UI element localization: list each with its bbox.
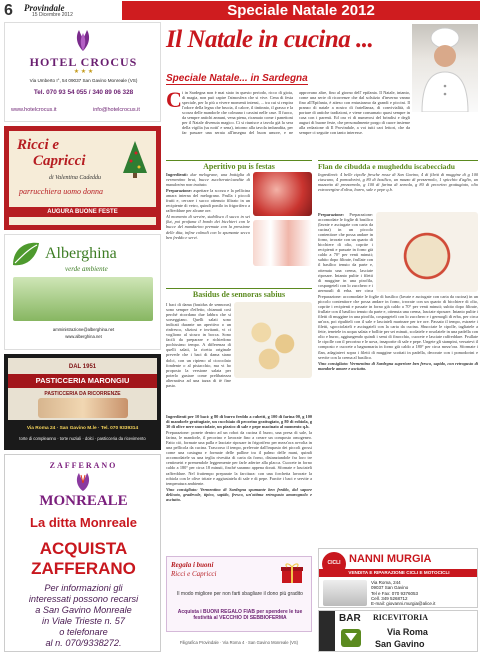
- article-intro: i in Sardegna non è mai stato in questo periodo, ricco di gioia, di magia, non può capire l'atmosfera che si vive. Cena di festa speciale, per lo più a vivere momenti intensi, ... tra cui si respira l'odore della legna che brucia, il calore, il tintinnio, il grasso e la scorza delle mandorle che colmano i cassini nelle case. Il fuoco, da sempre antichi annuni, vena piena, ricamato come i panettoni per il Natale divenuta magico. Ci si riunisce a tavola già la sera della vigilia (su notti' e sena), intorno alla tavola imbandita, per far passare una serata all'insegna del buon umore, e ne approvano altre, fino al giorno dell' epifania. Il Natale, intanto, come una serie di ricorrenze che dal solstizio d'inverno vanno fino all'Epifania, è atteso con entusiasmo da grandi e piccini. Il pranzo di natale a nostro di fratellanza, di convivialità, di portare di antiche tradizioni, e viene consumato quasi sempre in casa con i parenti. Ed ora vi di numerosi del brindisi e degli auguri di buone feste, che personalmente porgo di cuore insieme alla redazione di Il Provindale, a voi tutti cari lettori, che da sempre ci seguite con tanto interesse.: [182, 90, 410, 136]
- alberghina-name: Alberghina: [45, 245, 117, 262]
- aperitivo-ingredienti: due melograne, una bottiglia di vermentino brut, bucce zuccherate/candite di mandarino non trattato.: [166, 172, 250, 188]
- alberghina-web[interactable]: www.alberghina.net: [65, 334, 102, 339]
- christmas-tree-icon: [121, 139, 149, 179]
- flan-body-continued: [318, 294, 478, 542]
- marongiu-name: PASTICCERIA MARONGIU: [35, 376, 130, 385]
- monreale-top: ZAFFERANO: [49, 461, 118, 470]
- section-title-bar: [122, 1, 480, 20]
- flan-ingredienti: Ingredienti: 4 belle cipolle fresche rosse di San Gavino, 4 di filetti di muggine di g 100 ciascuno, 4 pomodorini, g 80 di basilico, un mazzo di prezzemolo, 1 spicchio d'aglio, un mazzetto di prezzemolo, g 100 di farina di semola, g 80 di pecorino grattugiato, olio extravergine d'oliva, burro, sale e pepe q.b.: [318, 172, 478, 193]
- crocus-logo-icon: [67, 27, 99, 53]
- chef-figure-icon: [412, 24, 478, 112]
- article-body: [166, 87, 410, 156]
- flan-preparazione-a: Preparazione: Preparazione: accomodate le foglie di basilico (lavate e asciugate con carta da cucina) in un piccolo contenitore che possa andare in forno, irrorate con un quarto di bicchiere di olio, coprite i recipienti e passate in forno già caldo a 70° per venti minuti; subito dopo filtrate, frullate con il basilico tenuto da parte e, ottenuta una crema, lasciate riposare. Intanto pulite i filetti di muggine in una pirofila, cospargeteli con lo zucchero e i germogli di erba, per circa: [318, 212, 373, 292]
- saffron-flower-icon: [69, 471, 97, 493]
- monreale-info-line: o telefonare: [59, 627, 108, 637]
- bar-address-1: Via Roma: [387, 627, 428, 637]
- chef-photo: [412, 24, 478, 112]
- marongiu-tag: PASTICCERIA DA RICORRENZE: [44, 391, 121, 397]
- drop-cap: C: [166, 87, 182, 112]
- page-number: 6: [4, 2, 13, 19]
- bar-emblem-icon: [339, 627, 363, 649]
- monreale-firm: La ditta Monreale: [30, 515, 137, 530]
- hotel-phone: Tel. 070 93 54 055 / 340 89 06 328: [33, 89, 134, 96]
- recipe-basidus-title: Basidus de sennoras sabius: [166, 288, 312, 299]
- ad-ricci-capricci[interactable]: [4, 126, 161, 230]
- nanni-address: Via Roma, 244: [371, 580, 401, 585]
- ad-nanni-murgia[interactable]: [318, 548, 478, 608]
- ricci-inner: [9, 131, 156, 225]
- nanni-name: NANNI MURGIA: [349, 553, 432, 565]
- basidus-photo: [234, 302, 312, 378]
- bar-name: RICEVITORIA: [373, 613, 428, 622]
- monreale-acquista: ACQUISTA: [39, 539, 128, 558]
- hotel-email[interactable]: info@hotelcrocus.it: [93, 107, 140, 113]
- recipe-aperitivo-title: Aperitivo pu is festas: [166, 160, 312, 171]
- ad-alberghina[interactable]: [4, 234, 161, 350]
- marongiu-cakes-image: [38, 398, 128, 418]
- buoni-line1: Regala i buoni: [171, 561, 214, 569]
- monreale-info-line: interessati possono recarsi: [28, 594, 139, 604]
- flan-photo: [376, 212, 478, 292]
- marongiu-address: Via Roma 24 · San Gavino M.le · Tel. 070 9339314: [26, 426, 139, 431]
- article-kicker: Speciale Natale... in Sardegna: [166, 73, 308, 84]
- marongiu-dal: DAL 1951: [68, 364, 97, 370]
- flutes-photo: [253, 220, 312, 266]
- recipe-flan-title: Flan de cibudda e mugheddu iscabecciadu: [318, 160, 478, 171]
- buoni-line4: Acquista i BUONI REGALO FIAB per spendere le tue festività al VECCHIO DI SEBBIOFERMA: [177, 609, 303, 621]
- alberghina-tagline: verde ambiente: [65, 265, 108, 273]
- page-footer: Filigrafica Provindale · Via Roma 4 · San Gavino Monreale (VS): [179, 640, 299, 645]
- article-headline: Il Natale in cucina ...: [166, 26, 374, 53]
- recipe-aperitivo-body: Ingredienti: due melograne, una bottiglia di vermentino brut, bucce zuccherate/candite di mandarino non trattato. Preparazione: aspettare la scorza e la pellicina amara interna del melograno. Frulla i piccoli frutti e, cercare i succo ottenuto filtrato in un recipiente di vetro, quindi ponilo in frigorifero a raffreddare per alcune ore. Al momento di servire, stabilisco il succo in sei flut, poi profuma il bordo dei bicchieri con le bucce del mandarino premute con la pressione delle dita, infine colmali con lo spumante secco ben freddo e servi.: [166, 172, 250, 240]
- bar-word: BAR: [339, 613, 361, 624]
- monreale-info-line: al n. 070/9338272.: [45, 638, 122, 648]
- ads-column: [4, 22, 161, 652]
- nanni-contacts: [371, 580, 475, 606]
- ricci-title-2: Capricci: [33, 153, 86, 169]
- flan-preparazione: Preparazione: accomodate le foglie di basilico (lavate e asciugate con carta da cucina) in un piccolo contenitore che possa andare in forno, irrorate con un quarto di bicchiere di olio, coprite i recipienti e passate in forno già caldo a 70° per venti minuti; subito dopo filtrate, frullate con il basilico tenuto da parte e, ottenuta una crema, lasciate riposare. Intanto pulite i filetti di muggine in una pirofila, cospargeteli con lo zucchero e i germogli di erba, per circa: [318, 212, 373, 292]
- page-header: [0, 0, 482, 22]
- monreale-info-line: Per informazioni gli: [44, 583, 123, 593]
- marongiu-name-bar: [8, 374, 157, 388]
- hotel-website[interactable]: www.hotelcrocus.it: [11, 107, 57, 113]
- flan-preparazione-cont: Preparazione: accomodate le foglie di basilico (lavate e asciugate con carta da cucina) in un piccolo contenitore che possa andare in forno, irrorate con un quarto di bicchiere di olio, coprite i recipienti e passate in forno già caldo a 70° per venti minuti; subito dopo filtrate, frullate con il basilico tenuto da parte e, ottenuta una crema, lasciate riposare. Intanto pulite i filetti di muggine in una pirofila, cospargeteli con lo zucchero e i germogli di erba, per circa un'ora, poi ripuliteli con il sale e lasciateli marinare per tre ore. Passato il tempo, estraete i filetti, sgocciolateli e asciugateli con la carta da cucina. Sbucciate le cipolle, tagliatele a fette, tenetele in acqua salata e bollite per sei minuti, scolatele e rosolatele in una padella con olio e burro, aggiungendo quindi i semi di finocchio, cuocete e lasciate raffreddare. Frullate le cipolle con il pecorino e le uova, insaporite di sale e pepe. Ungete gli stampini, versatevi il composto e cuocete a bagnomaria in forno già caldo a 180° per circa mezz'ora. Sformate i flan, adagiatevi sopra i filetti di muggine scottati in padella, decorate con i pomodorini e servite con la crema al basilico.: [318, 294, 478, 360]
- ricci-owner: di Valentina Cadeddu: [49, 175, 101, 181]
- bar-address-2: San Gavino: [375, 639, 425, 649]
- nanni-cell: Cell. 349 5268712: [371, 595, 408, 601]
- ricci-subtitle: parrucchiera uomo donna: [19, 187, 103, 196]
- alberghina-garden-image: [13, 277, 153, 321]
- hotel-address: Via Umberto I°, 54 09037 San Gavino Monreale (VS): [29, 78, 138, 83]
- ricci-title-1: Ricci e: [17, 137, 60, 153]
- brand-logo: Provindale: [24, 3, 65, 13]
- ricci-wishes: AUGURA BUONE FESTE: [9, 207, 156, 217]
- leaf-logo-icon: [9, 239, 43, 269]
- basidus-consiglio: Vino consigliato: Vermentino di Sardegna spumante ben freddo, dal sapore delicato, gradevole, tipico, sapido, fresco, un'ottima retrogusto amarognolo e asciutto.: [166, 486, 312, 502]
- stars-icon: ★ ★ ★: [73, 69, 94, 75]
- moped-image: [323, 580, 367, 606]
- monreale-info-line: a San Gavino Monreale: [35, 605, 132, 615]
- monreale-zafferano: ZAFFERANO: [31, 559, 136, 578]
- ad-hotel-crocus[interactable]: [4, 22, 161, 122]
- issue-date: 15 Dicembre 2012: [32, 12, 73, 18]
- buoni-line2: Ricci e Capricci: [171, 570, 217, 578]
- basidus-body: [166, 414, 312, 550]
- monreale-brand: MONREALE: [39, 493, 128, 509]
- basidus-ingredienti: Ingredienti per 10 baci: g 80 di burro freddo a cubetti, g 100 di farina 00, g 100 di mandorle grattugiate, un cucchiaio di pecorino grattugiato, g 80 di robiola, g 30 di olive nere snocciolate, un pizzico di sale e pepe macinato al momento q.b.: [166, 414, 312, 430]
- marongiu-banner: [8, 358, 157, 420]
- basidus-preparazione: Preparazione: ponete dentro ad un robot da cucina il burro, una presa di sale, la farina, le mandorle, il pecorino e lavorate fino a creare un composto omogeneo. Fatto ciò, formate una palla e lasciate riposare in frigorifero per mezz'ora avvolta in una pellicola da cucina. Trascorso il tempo, prelevate dall'impasto dei piccoli grossi come una castagna e formate delle palline tra il palmo delle mani, quindi accomodatele su una teglia rivestita di carta da forno, distanziandole fra loro tre centimetri e premendole leggermente per farle aderire alla placca. Cuocete in forno caldo a 180° per circa 18 minuti, finché saranno appena dorati. Sfornate e lasciateli raffreddare. Nel frattempo preparate la farcitura: con una forchetta lavorate la robiola con le olive tritate e aggiustatela di sale e di pepe. Farcite i baci e servite a temperatura ambiente.: [166, 430, 312, 486]
- aperitivo-preparazione: aspettare la scorza e la pellicina amara interna del melograno. Frulla i piccoli frutti e, cercare i succo ottenuto filtrato in un recipiente di vetro, quindi ponilo in frigorifero a raffreddare per alcune ore.: [166, 188, 250, 214]
- nanni-tel: Tel e Fax: 070 9376053: [371, 590, 419, 596]
- buoni-line3: Il modo migliore per non farti sbagliare il dono più gradito: [177, 591, 303, 597]
- section-title: Speciale Natale 2012: [227, 2, 375, 19]
- bar-vertical-band: [319, 611, 335, 651]
- nanni-tagline: VENDITA E RIPARAZIONE CICLI E MOTOCICLI: [348, 570, 450, 575]
- nanni-email[interactable]: E-mail: giovanni.murgia@alice.it: [371, 601, 436, 607]
- monreale-info: [5, 583, 162, 649]
- nanni-tagline-bar: [319, 569, 478, 577]
- gift-icon: [279, 561, 305, 585]
- nanni-cicli: CICLI: [327, 560, 341, 566]
- marongiu-line2: torte di compleanno · torte nuziali · dolci · pasticceria da ricevimento: [19, 436, 146, 441]
- aperitivo-servire: Al momento di servire, stabilisco il succo in sei flut, poi profuma il bordo dei bicchieri con le bucce del mandarino premute con la pressione delle dita, infine colmali con lo spumante secco ben freddo e servi.: [166, 214, 250, 240]
- basidus-intro: I baci di dama (basidus de sennoras) sono sempre d'effetto, chiamati così perché ricordano due labbra che si sorseggiano. Quelli salati sono indicati durante un aperitivo o un rinfresco, sfiziosi e invitanti, vi ci vogliono al sicuro in bocca. Sono facili da preparare e richiedono pochissimo tempo. A differenza di quelli salati, la ricetta originale prevede che i baci di dama siano dolci, con un ripieno al cioccolato fondente o al pistacchio, ma vi ho proposto la versione salata per poterlo gustare come prelibatezza alternativa ad una tazza di tè fine pasto.: [166, 302, 231, 388]
- nanni-city: 09037 San Gavino: [371, 585, 409, 591]
- hotel-name: HOTEL CROCUS: [29, 55, 138, 69]
- aperitivo-photo: [253, 172, 312, 216]
- ad-pasticceria-marongiu[interactable]: [4, 354, 161, 450]
- ad-monreale-zafferano[interactable]: [4, 454, 161, 652]
- ad-bar-ricevitoria[interactable]: [318, 610, 478, 652]
- monreale-info-line: in Viale Trieste n. 57: [42, 616, 125, 626]
- flan-consiglio: Vino consigliato: Vermentino di Sardegna superiore ben fresco, sapido, con retrogusto di mandorle amare e asciutto.: [318, 360, 478, 371]
- ad-buoni-regalo[interactable]: [166, 556, 312, 632]
- alberghina-email[interactable]: amministrazione@alberghina.net: [52, 327, 115, 332]
